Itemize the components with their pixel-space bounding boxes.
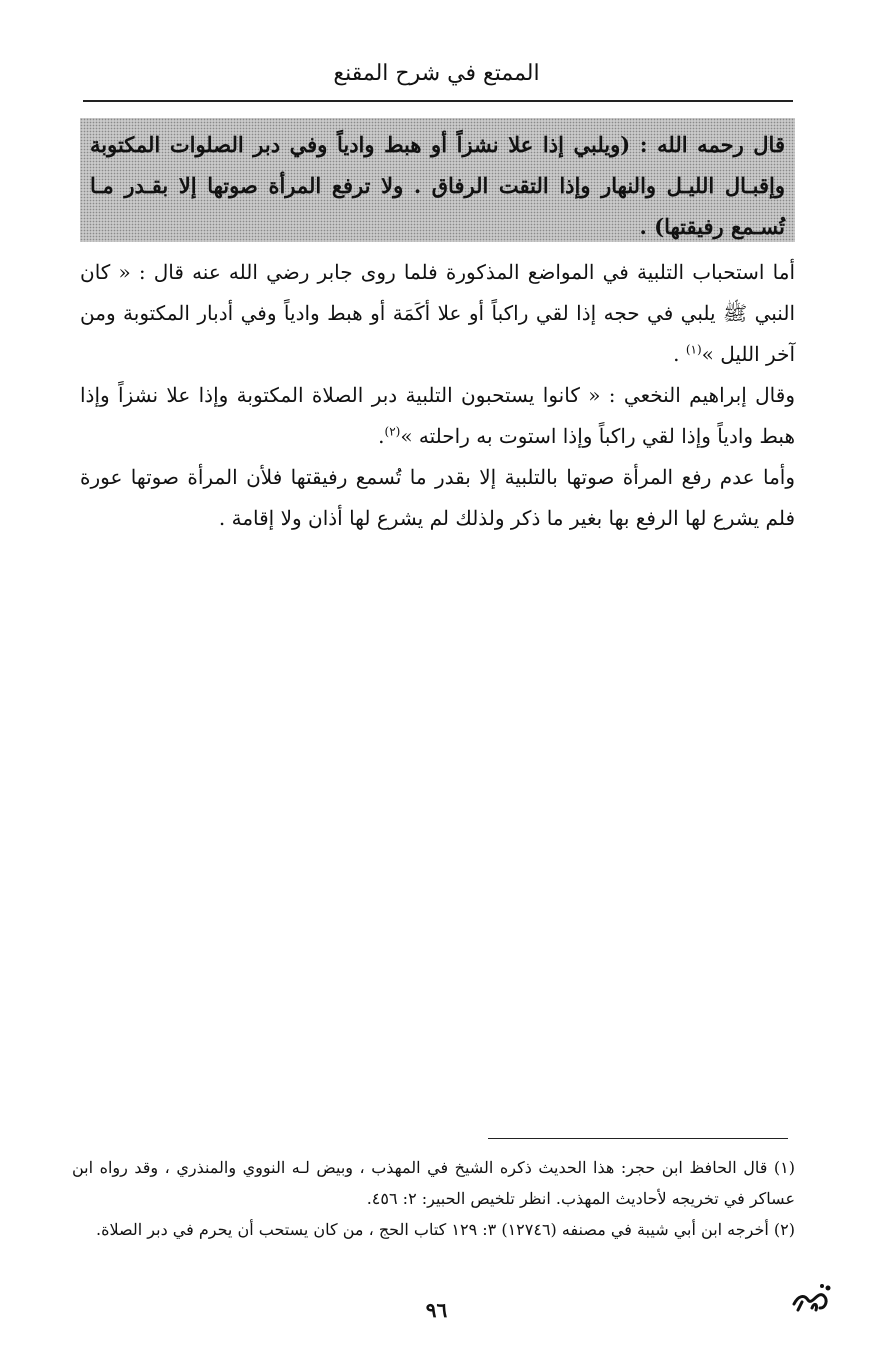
paragraph-2-end: . (378, 424, 385, 448)
header-rule (83, 100, 793, 102)
ink-mark-icon (788, 1278, 836, 1318)
commentary-paragraph-2 (80, 375, 795, 457)
footnotes-section (72, 1152, 795, 1245)
footnote-2-text: أخرجه ابن أبي شيبة في مصنفه (١٢٧٤٦) ٣: ١٢٩ كتاب الحج ، من كان يستحب أن يحرم في دبر الصلاة. (96, 1220, 769, 1239)
page-number: ٩٦ (425, 1298, 448, 1322)
footnote-1-marker: (١) (773, 1158, 795, 1177)
paragraph-2-text: وقال إبراهيم النخعي : « كانوا يستحبون التلبية دبر الصلاة المكتوبة وإذا علا نشزاً وإذا هبط وادياً وإذا لقي راكباً وإذا استوت به راحلته » (80, 383, 795, 448)
footnote-2-marker: (٢) (773, 1220, 795, 1239)
footnote-2 (72, 1214, 795, 1245)
running-header-title: الممتع في شرح المقنع (333, 61, 540, 86)
commentary-paragraph-3: وأما عدم رفع المرأة صوتها بالتلبية إلا بقدر ما تُسمع رفيقتها فلأن المرأة صوتها عورة فلم يشرع لها الرفع بها بغير ما ذكر ولذلك لم يشرع لها أذان ولا إقامة . (80, 465, 795, 530)
footnote-ref-1[interactable]: (١) (685, 342, 702, 357)
footnote-1-text: قال الحافظ ابن حجر: هذا الحديث ذكره الشيخ في المهذب ، وبيض لـه النووي والمنذري ، وقد رواه ابن عساكر في تخريجه لأحاديث المهذب. انظر تلخيص الحبير: ٢: ٤٥٦. (72, 1158, 795, 1208)
matn-highlighted-block (80, 118, 795, 242)
footnote-1 (72, 1152, 795, 1214)
commentary-paragraph-1 (80, 252, 795, 375)
paragraph-1-end: . (673, 342, 686, 366)
commentary-body (80, 252, 795, 539)
paragraph-1-text: أما استحباب التلبية في المواضع المذكورة فلما روى جابر رضي الله عنه قال : « كان النبي ﷺ يلبي في حجه إذا لقي راكباً أو علا أكَمَة أو هبط وادياً وفي أدبار المكتوبة ومن آخر الليل » (80, 260, 795, 366)
footnote-separator (488, 1138, 788, 1139)
footnote-ref-2[interactable]: (٢) (384, 424, 401, 439)
matn-text: قال رحمه الله : (ويلبي إذا علا نشزاً أو هبط وادياً وفي دبر الصلوات المكتوبة وإقبـال الليـل والنهار وإذا التقت الرفاق . ولا ترفع المرأة صوتها إلا بقـدر مـا تُسـمع رفيقتها) . (90, 132, 785, 239)
